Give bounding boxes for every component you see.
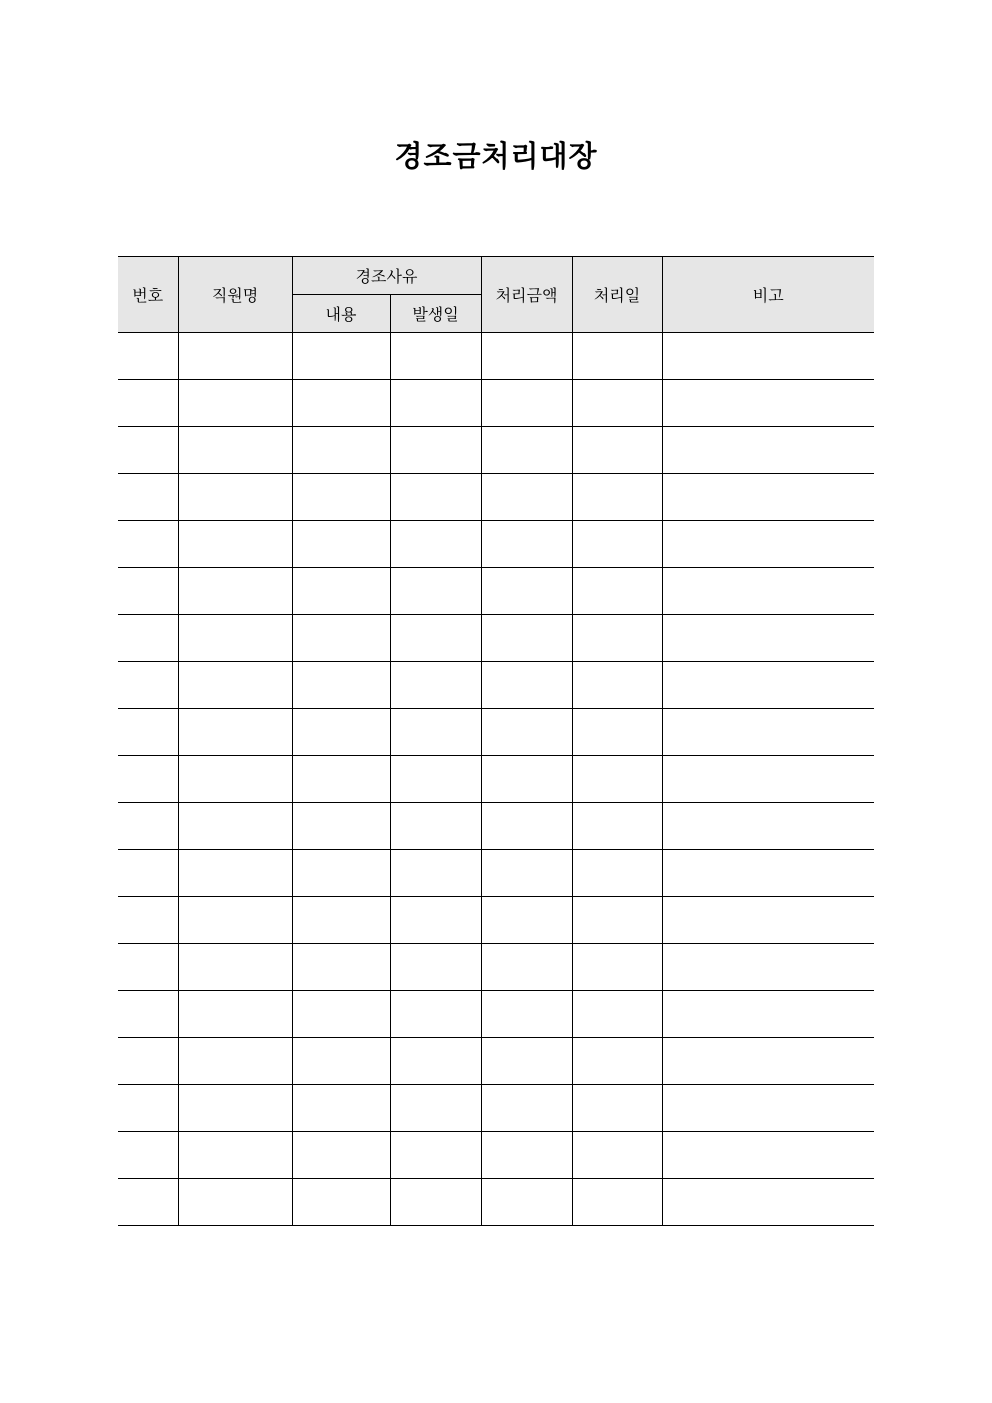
header-number: 번호 — [118, 257, 178, 333]
remarks-cell — [662, 756, 874, 803]
remarks-cell — [662, 568, 874, 615]
processed-date-cell — [572, 521, 662, 568]
page-title: 경조금처리대장 — [394, 139, 598, 173]
table-row — [118, 1085, 874, 1132]
processed-date-cell — [572, 803, 662, 850]
number-cell — [118, 380, 178, 427]
amount-cell — [481, 1179, 572, 1226]
employee-name-cell — [178, 615, 292, 662]
amount-cell — [481, 1132, 572, 1179]
reason-content-cell — [292, 1038, 390, 1085]
reason-content-cell — [292, 662, 390, 709]
table-row — [118, 756, 874, 803]
table-row — [118, 991, 874, 1038]
number-cell — [118, 521, 178, 568]
processed-date-cell — [572, 1179, 662, 1226]
remarks-cell — [662, 897, 874, 944]
processed-date-cell — [572, 427, 662, 474]
number-cell — [118, 662, 178, 709]
occurrence-date-cell — [390, 615, 481, 662]
amount-cell — [481, 803, 572, 850]
number-cell — [118, 944, 178, 991]
amount-cell — [481, 662, 572, 709]
remarks-cell — [662, 709, 874, 756]
employee-name-cell — [178, 1038, 292, 1085]
processed-date-cell — [572, 380, 662, 427]
occurrence-date-cell — [390, 709, 481, 756]
table-row — [118, 380, 874, 427]
header-reason-group: 경조사유 — [292, 257, 481, 295]
employee-name-cell — [178, 709, 292, 756]
employee-name-cell — [178, 944, 292, 991]
employee-name-cell — [178, 850, 292, 897]
employee-name-cell — [178, 991, 292, 1038]
number-cell — [118, 333, 178, 380]
reason-content-cell — [292, 1179, 390, 1226]
occurrence-date-cell — [390, 897, 481, 944]
processed-date-cell — [572, 1132, 662, 1179]
number-cell — [118, 991, 178, 1038]
processed-date-cell — [572, 709, 662, 756]
remarks-cell — [662, 1179, 874, 1226]
table-row — [118, 568, 874, 615]
occurrence-date-cell — [390, 521, 481, 568]
remarks-cell — [662, 662, 874, 709]
employee-name-cell — [178, 662, 292, 709]
condolence-ledger-table — [118, 256, 874, 1226]
occurrence-date-cell — [390, 991, 481, 1038]
occurrence-date-cell — [390, 427, 481, 474]
employee-name-cell — [178, 803, 292, 850]
number-cell — [118, 427, 178, 474]
reason-content-cell — [292, 615, 390, 662]
table-row — [118, 1179, 874, 1226]
number-cell — [118, 1132, 178, 1179]
reason-content-cell — [292, 709, 390, 756]
processed-date-cell — [572, 474, 662, 521]
header-employee-name: 직원명 — [178, 257, 292, 333]
reason-content-cell — [292, 803, 390, 850]
occurrence-date-cell — [390, 756, 481, 803]
table-row — [118, 1132, 874, 1179]
remarks-cell — [662, 803, 874, 850]
employee-name-cell — [178, 521, 292, 568]
amount-cell — [481, 568, 572, 615]
number-cell — [118, 897, 178, 944]
reason-content-cell — [292, 568, 390, 615]
occurrence-date-cell — [390, 662, 481, 709]
remarks-cell — [662, 615, 874, 662]
remarks-cell — [662, 1085, 874, 1132]
remarks-cell — [662, 850, 874, 897]
table-row — [118, 333, 874, 380]
occurrence-date-cell — [390, 1038, 481, 1085]
remarks-cell — [662, 991, 874, 1038]
number-cell — [118, 1038, 178, 1085]
remarks-cell — [662, 1132, 874, 1179]
table-row — [118, 662, 874, 709]
amount-cell — [481, 991, 572, 1038]
number-cell — [118, 756, 178, 803]
header-reason-content: 내용 — [292, 295, 390, 333]
occurrence-date-cell — [390, 380, 481, 427]
amount-cell — [481, 615, 572, 662]
header-processed-date: 처리일 — [572, 257, 662, 333]
employee-name-cell — [178, 897, 292, 944]
occurrence-date-cell — [390, 333, 481, 380]
reason-content-cell — [292, 427, 390, 474]
table-row — [118, 1038, 874, 1085]
remarks-cell — [662, 380, 874, 427]
remarks-cell — [662, 1038, 874, 1085]
remarks-cell — [662, 333, 874, 380]
employee-name-cell — [178, 427, 292, 474]
amount-cell — [481, 756, 572, 803]
occurrence-date-cell — [390, 1132, 481, 1179]
number-cell — [118, 850, 178, 897]
amount-cell — [481, 474, 572, 521]
table-row — [118, 850, 874, 897]
remarks-cell — [662, 427, 874, 474]
number-cell — [118, 568, 178, 615]
processed-date-cell — [572, 991, 662, 1038]
reason-content-cell — [292, 521, 390, 568]
amount-cell — [481, 1085, 572, 1132]
table-row — [118, 427, 874, 474]
occurrence-date-cell — [390, 1085, 481, 1132]
reason-content-cell — [292, 756, 390, 803]
occurrence-date-cell — [390, 944, 481, 991]
number-cell — [118, 1179, 178, 1226]
table-row — [118, 474, 874, 521]
reason-content-cell — [292, 1085, 390, 1132]
employee-name-cell — [178, 568, 292, 615]
employee-name-cell — [178, 333, 292, 380]
reason-content-cell — [292, 333, 390, 380]
number-cell — [118, 803, 178, 850]
processed-date-cell — [572, 333, 662, 380]
occurrence-date-cell — [390, 850, 481, 897]
remarks-cell — [662, 944, 874, 991]
processed-date-cell — [572, 897, 662, 944]
number-cell — [118, 615, 178, 662]
table-header — [118, 257, 874, 333]
amount-cell — [481, 897, 572, 944]
processed-date-cell — [572, 615, 662, 662]
processed-date-cell — [572, 568, 662, 615]
header-occurrence-date: 발생일 — [390, 295, 481, 333]
employee-name-cell — [178, 1132, 292, 1179]
amount-cell — [481, 944, 572, 991]
reason-content-cell — [292, 850, 390, 897]
amount-cell — [481, 380, 572, 427]
occurrence-date-cell — [390, 568, 481, 615]
table-row — [118, 615, 874, 662]
occurrence-date-cell — [390, 1179, 481, 1226]
processed-date-cell — [572, 662, 662, 709]
table-row — [118, 944, 874, 991]
table-row — [118, 803, 874, 850]
table-body — [118, 333, 874, 1226]
processed-date-cell — [572, 944, 662, 991]
number-cell — [118, 1085, 178, 1132]
employee-name-cell — [178, 380, 292, 427]
employee-name-cell — [178, 756, 292, 803]
reason-content-cell — [292, 1132, 390, 1179]
processed-date-cell — [572, 850, 662, 897]
amount-cell — [481, 427, 572, 474]
table-row — [118, 709, 874, 756]
amount-cell — [481, 333, 572, 380]
number-cell — [118, 709, 178, 756]
reason-content-cell — [292, 474, 390, 521]
employee-name-cell — [178, 1085, 292, 1132]
amount-cell — [481, 521, 572, 568]
reason-content-cell — [292, 380, 390, 427]
amount-cell — [481, 709, 572, 756]
header-remarks: 비고 — [662, 257, 874, 333]
header-row-1 — [118, 257, 874, 295]
amount-cell — [481, 1038, 572, 1085]
table-row — [118, 521, 874, 568]
reason-content-cell — [292, 944, 390, 991]
header-amount: 처리금액 — [481, 257, 572, 333]
employee-name-cell — [178, 474, 292, 521]
reason-content-cell — [292, 897, 390, 944]
amount-cell — [481, 850, 572, 897]
occurrence-date-cell — [390, 803, 481, 850]
processed-date-cell — [572, 756, 662, 803]
processed-date-cell — [572, 1085, 662, 1132]
processed-date-cell — [572, 1038, 662, 1085]
reason-content-cell — [292, 991, 390, 1038]
number-cell — [118, 474, 178, 521]
remarks-cell — [662, 521, 874, 568]
occurrence-date-cell — [390, 474, 481, 521]
table-row — [118, 897, 874, 944]
remarks-cell — [662, 474, 874, 521]
employee-name-cell — [178, 1179, 292, 1226]
